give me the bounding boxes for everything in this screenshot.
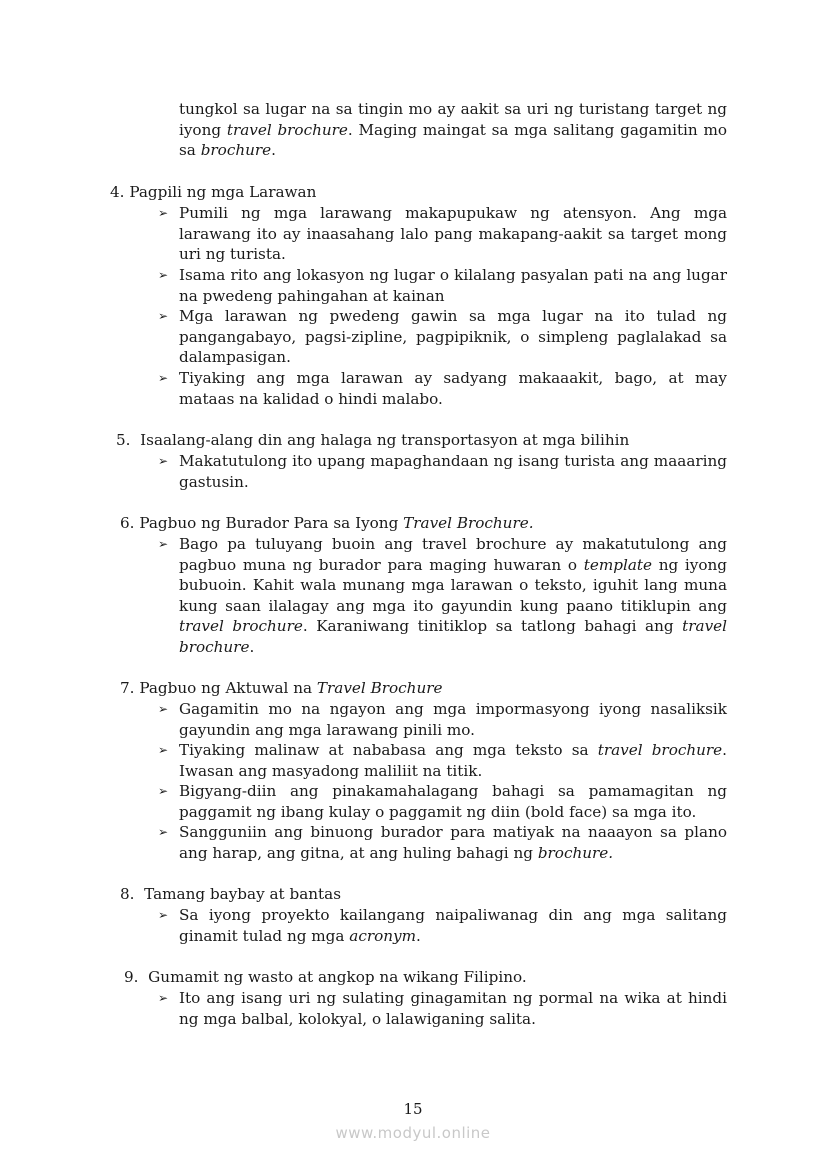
section-heading-8: 8. Tamang baybay at bantas <box>120 885 341 903</box>
bullet-item: Pumili ng mga larawang makapupukaw ng atensyon. Ang mga larawang ito ay inaasahang lalo pang makapang-aakit sa target mong uri ng turista. <box>179 204 727 264</box>
bullet-item: Isama rito ang lokasyon ng lugar o kilalang pasyalan pati na ang lugar na pwedeng pahingahan at kainan <box>179 266 727 305</box>
bullet-item: Bago pa tuluyang buoin ang travel brochure ay makatutulong ang pagbuo muna ng burador para maging huwaran o template ng iyong bubuoin. Kahit wala munang mga larawan o teksto, iguhit lang muna kung saan ilalagay ang mga ito gayundin kung paano titiklupin ang travel brochure. Karaniwang tinitiklop sa tatlong bahagi ang travel brochure. <box>179 535 727 656</box>
section-heading-9: 9. Gumamit ng wasto at angkop na wikang Filipino. <box>124 968 527 986</box>
intro-paragraph: tungkol sa lugar na sa tingin mo ay aakit sa uri ng turistang target ng iyong travel brochure. Maging maingat sa mga salitang gagamitin mo sa brochure. <box>179 100 727 160</box>
arrow-bullet-icon: ➢ <box>158 206 169 220</box>
section-heading-7: 7. Pagbuo ng Aktuwal na Travel Brochure <box>120 679 443 697</box>
arrow-bullet-icon: ➢ <box>158 991 169 1005</box>
bullet-item: Sangguniin ang binuong burador para matiyak na naaayon sa plano ang harap, ang gitna, at ang huling bahagi ng brochure. <box>179 823 727 862</box>
arrow-bullet-icon: ➢ <box>158 454 169 468</box>
bullet-item: Gagamitin mo na ngayon ang mga impormasyong iyong nasaliksik gayundin ang mga larawang pinili mo. <box>179 700 727 739</box>
bullet-item: Tiyaking malinaw at nababasa ang mga teksto sa travel brochure. Iwasan ang masyadong maliliit na titik. <box>179 741 727 780</box>
bullet-item: Mga larawan ng pwedeng gawin sa mga lugar na ito tulad ng pangangabayo, pagsi-zipline, pagpipiknik, o simpleng paglalakad sa dalampasigan. <box>179 307 727 367</box>
section-heading-4: 4. Pagpili ng mga Larawan <box>110 183 317 201</box>
arrow-bullet-icon: ➢ <box>158 537 169 551</box>
arrow-bullet-icon: ➢ <box>158 825 169 839</box>
arrow-bullet-icon: ➢ <box>158 784 169 798</box>
arrow-bullet-icon: ➢ <box>158 371 169 385</box>
arrow-bullet-icon: ➢ <box>158 743 169 757</box>
section-heading-6: 6. Pagbuo ng Burador Para sa Iyong Travel Brochure. <box>120 514 534 532</box>
watermark: www.modyul.online <box>335 1124 491 1142</box>
page-number: 15 <box>403 1100 423 1118</box>
section-heading-5: 5. Isaalang-alang din ang halaga ng transportasyon at mga bilihin <box>116 431 630 449</box>
bullet-item: Bigyang-diin ang pinakamahalagang bahagi sa pamamagitan ng paggamit ng ibang kulay o paggamit ng diin (bold face) sa mga ito. <box>179 782 727 821</box>
arrow-bullet-icon: ➢ <box>158 908 169 922</box>
bullet-item: Makatutulong ito upang mapaghandaan ng isang turista ang maaaring gastusin. <box>179 452 727 491</box>
bullet-item: Ito ang isang uri ng sulating ginagamitan ng pormal na wika at hindi ng mga balbal, kolokyal, o lalawiganing salita. <box>179 989 727 1028</box>
bullet-item: Sa iyong proyekto kailangang naipaliwanag din ang mga salitang ginamit tulad ng mga acronym. <box>179 906 727 945</box>
arrow-bullet-icon: ➢ <box>158 268 169 282</box>
arrow-bullet-icon: ➢ <box>158 309 169 323</box>
bullet-item: Tiyaking ang mga larawan ay sadyang makaaakit, bago, at may mataas na kalidad o hindi malabo. <box>179 369 727 408</box>
arrow-bullet-icon: ➢ <box>158 702 169 716</box>
